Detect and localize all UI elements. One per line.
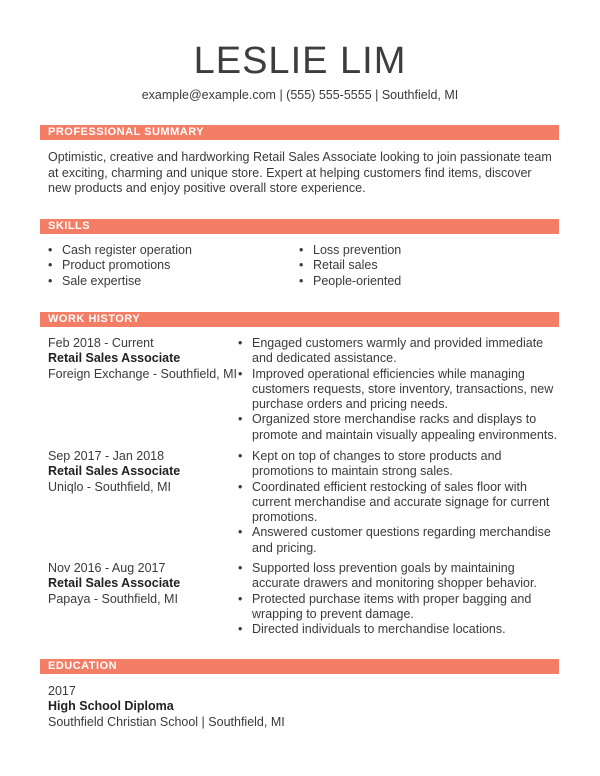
contact-line: example@example.com | (555) 555-5555 | Southfield, MI — [141, 88, 459, 102]
job-dates: Feb 2018 - Current — [48, 336, 154, 350]
job-company: Foreign Exchange - Southfield, MI — [48, 366, 237, 381]
job-meta — [48, 561, 238, 607]
job-title: Retail Sales Associate — [48, 464, 181, 479]
summary-text: Optimistic, creative and hardworking Retail Sales Associate looking to join passionate team at exciting, charming and unique store. Expert at helping customers find items, discover new products and enjoy positive overall store experience. — [48, 150, 552, 195]
job-company: Papaya - Southfield, MI — [48, 591, 178, 606]
job-title: Retail Sales Associate — [48, 351, 181, 366]
job-bullet: • Organized store merchandise racks and displays to promote and maintain visually appealing environments. — [238, 412, 560, 443]
job-bullet: • Engaged customers warmly and provided immediate and dedicated assistance. — [238, 336, 560, 367]
job-bullet: • Kept on top of changes to store products and promotions to maintain strong sales. — [238, 449, 560, 480]
job-bullet: • Improved operational efficiencies while managing customers requests, store inventory, transactions, new purchase orders and pricing needs. — [238, 367, 560, 413]
skill-item: • Cash register operation — [48, 243, 192, 258]
job-company: Uniqlo - Southfield, MI — [48, 479, 171, 494]
education-year: 2017 — [48, 684, 76, 698]
skill-item: • Loss prevention — [299, 243, 401, 258]
job-bullet: • Supported loss prevention goals by maintaining accurate drawers and monitoring shopper behavior. — [238, 561, 560, 592]
job-bullets — [238, 336, 560, 443]
candidate-name: LESLIE LIM — [193, 40, 407, 82]
job-bullet: • Coordinated efficient restocking of sales floor with current merchandise and accurate signage for current promotions. — [238, 480, 560, 526]
job-title: Retail Sales Associate — [48, 576, 181, 591]
job-meta — [48, 449, 238, 495]
education-heading: EDUCATION — [48, 660, 118, 672]
education-entry — [48, 684, 285, 730]
skills-heading: SKILLS — [48, 220, 91, 232]
education-section-bar — [40, 659, 559, 674]
job-bullet: • Protected purchase items with proper bagging and wrapping to prevent damage. — [238, 592, 560, 623]
skill-item: • People-oriented — [299, 274, 401, 289]
job-bullets — [238, 561, 560, 637]
education-degree: High School Diploma — [48, 699, 174, 714]
job-bullet: • Directed individuals to merchandise locations. — [238, 622, 560, 637]
job-bullet: • Answered customer questions regarding merchandise and pricing. — [238, 525, 560, 556]
skills-list-left — [48, 243, 192, 289]
work-heading: WORK HISTORY — [48, 313, 141, 325]
skill-item: • Retail sales — [299, 258, 401, 273]
job-dates: Nov 2016 - Aug 2017 — [48, 561, 166, 575]
skills-section-bar — [40, 219, 559, 234]
job-meta — [48, 336, 238, 382]
skill-item: • Product promotions — [48, 258, 192, 273]
job-dates: Sep 2017 - Jan 2018 — [48, 449, 165, 463]
skill-item: • Sale expertise — [48, 274, 192, 289]
skills-list-right — [299, 243, 401, 289]
education-school: Southfield Christian School | Southfield, MI — [48, 714, 285, 729]
job-bullets — [238, 449, 560, 556]
summary-heading: PROFESSIONAL SUMMARY — [48, 126, 205, 138]
